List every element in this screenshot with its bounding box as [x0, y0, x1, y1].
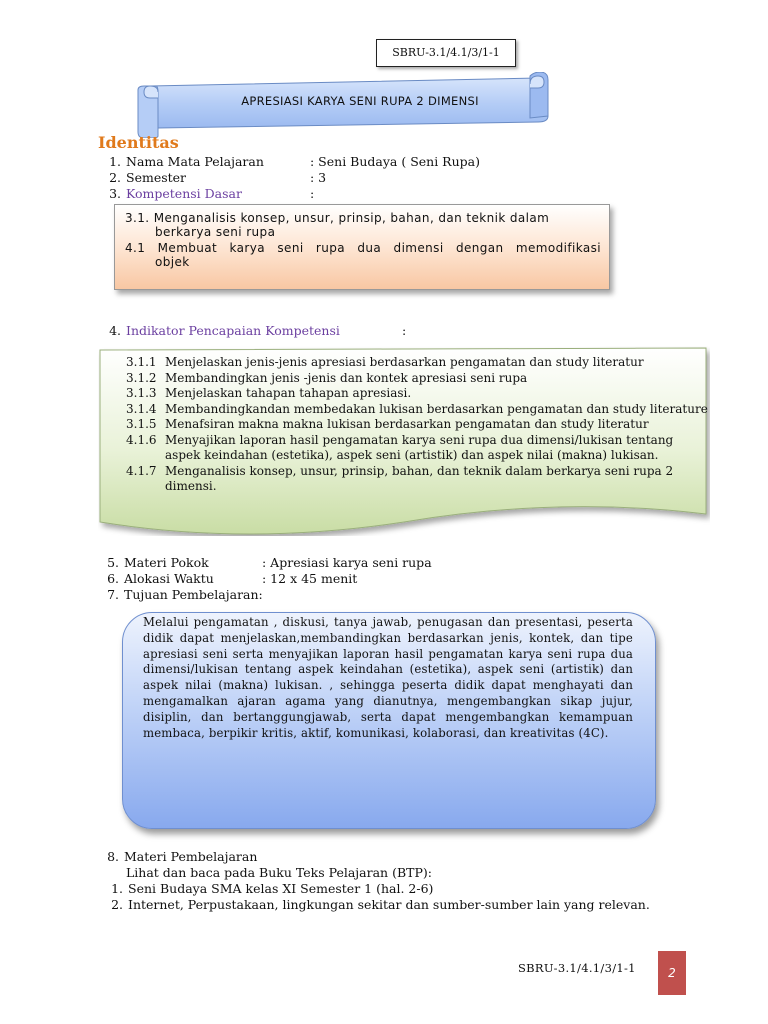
identitas-item: [106, 170, 480, 186]
indikator-code: 3.1.4: [126, 401, 157, 416]
materi-label: Materi Pembelajaran: [124, 849, 258, 864]
identitas-item-value: : 3: [310, 170, 327, 185]
detail-list: [104, 555, 432, 603]
kompetensi-dasar-text: 4.1 Membuat karya seni rupa dua dimensi dengan memodifikasi: [125, 241, 601, 255]
indikator-text: Menjelaskan jenis-jenis apresiasi berdasarkan pengamatan dan study literatur: [165, 355, 644, 369]
document-code-box: SBRU-3.1/4.1/3/1-1: [376, 39, 516, 67]
materi-item-text: Seni Budaya SMA kelas XI Semester 1 (hal. 2-6): [128, 881, 434, 896]
materi-section: [104, 849, 650, 913]
detail-item-label: Materi Pokok: [124, 555, 209, 570]
indikator-text: Menyajikan laporan hasil pengamatan karya seni rupa dua dimensi/lukisan tentang aspek keindahan (estetika), aspek seni (artistik) dan aspek nilai (makna) lukisan.: [165, 432, 674, 462]
indikator-item: [126, 433, 711, 464]
kompetensi-dasar-item: [125, 241, 601, 269]
indikator-text: Membandingkandan membedakan lukisan berdasarkan pengamatan dan study literature: [165, 401, 708, 416]
indikator-heading: [106, 323, 406, 339]
indikator-text: Menganalisis konsep, unsur, prinsip, bahan, dan teknik dalam berkarya seni rupa 2 dimensi.: [165, 463, 674, 493]
indikator-text: Membandingkan jenis -jenis dan kontek apresiasi seni rupa: [165, 370, 528, 385]
indikator-item: [126, 402, 711, 418]
materi-intro: Lihat dan baca pada Buku Teks Pelajaran (BTP):: [126, 865, 432, 880]
materi-item: [104, 897, 650, 913]
tujuan-text: Melalui pengamatan , diskusi, tanya jawab, penugasan dan presentasi, peserta didik dapat menjelaskan,membandingkan berdasarkan jenis, kontek, dan tipe apresiasi seni serta menyajikan laporan hasil pengamatan karya seni rupa dua dimensi/lukisan tentang aspek keindahan (estetika), aspek seni (artistik) dan aspek nilai (makna) lukisan. , sehingga peserta didik dapat menghayati dan mengamalkan ajaran agama yang dianutnya, mengembangkan sikap jujur, disiplin, dan bertanggungjawab, serta dapat mengembangkan kemampuan membaca, berpikir kritis, aktif, komunikasi, kolaborasi, dan kreativitas (4C).: [143, 615, 633, 740]
indikator-label: Indikator Pencapaian Kompetensi: [126, 323, 340, 338]
page-number-badge: 2: [658, 951, 686, 995]
detail-item-number: 5.: [107, 555, 119, 570]
kompetensi-dasar-continuation: objek: [155, 255, 190, 269]
indikator-item: [126, 417, 711, 433]
detail-item-number: 7.: [107, 587, 119, 602]
identitas-item: [106, 154, 480, 170]
indikator-number: 4.: [109, 323, 121, 338]
materi-number: 8.: [107, 849, 119, 864]
identitas-item-label: Semester: [126, 170, 187, 185]
identitas-item-value: :: [310, 186, 315, 201]
identitas-item-value: : Seni Budaya ( Seni Rupa): [310, 154, 480, 169]
footer-code: SBRU-3.1/4.1/3/1-1: [518, 961, 636, 975]
indikator-code: 3.1.2: [126, 370, 157, 385]
identitas-item-label: Kompetensi Dasar: [126, 186, 242, 201]
detail-item-label: Alokasi Waktu: [124, 571, 214, 586]
indikator-item: [126, 386, 711, 402]
indikator-code: 3.1.5: [126, 417, 157, 431]
detail-item-label: Tujuan Pembelajaran:: [124, 587, 263, 602]
materi-item-number: 1.: [111, 881, 123, 896]
materi-item: [104, 881, 650, 897]
indikator-text: Menjelaskan tahapan tahapan apresiasi.: [165, 386, 412, 400]
detail-item-value: : 12 x 45 menit: [262, 571, 358, 586]
indikator-item: [126, 371, 711, 387]
indikator-text: Menafsiran makna makna lukisan berdasarkan pengamatan dan study literatur: [165, 417, 649, 431]
materi-item-text: Internet, Perpustakaan, lingkungan sekitar dan sumber-sumber lain yang relevan.: [128, 897, 650, 912]
identitas-item: [106, 186, 480, 202]
indikator-item: [126, 464, 711, 495]
kompetensi-dasar-item: [125, 211, 601, 239]
banner-title: APRESIASI KARYA SENI RUPA 2 DIMENSI: [241, 94, 479, 108]
kompetensi-dasar-box: [114, 204, 610, 290]
kompetensi-dasar-continuation: berkarya seni rupa: [155, 225, 276, 239]
detail-item-value: : Apresiasi karya seni rupa: [262, 555, 432, 570]
indikator-code: 3.1.3: [126, 386, 157, 400]
identitas-item-number: 1.: [109, 154, 121, 169]
identitas-heading: Identitas: [98, 133, 179, 152]
indikator-colon: :: [402, 323, 407, 338]
materi-heading: [104, 849, 650, 865]
identitas-item-label: Nama Mata Pelajaran: [126, 154, 264, 169]
kompetensi-dasar-text: 3.1. Menganalisis konsep, unsur, prinsip, bahan, dan teknik dalam: [125, 211, 550, 225]
detail-item-number: 6.: [107, 571, 119, 586]
indikator-code: 3.1.1: [126, 355, 157, 369]
indikator-code: 4.1.7: [126, 463, 157, 478]
detail-item: [104, 555, 432, 571]
detail-item: [104, 571, 432, 587]
indikator-list: [126, 355, 711, 495]
materi-item-number: 2.: [111, 897, 123, 912]
identitas-list: [106, 154, 480, 202]
identitas-item-number: 2.: [109, 170, 121, 185]
indikator-code: 4.1.6: [126, 432, 157, 447]
indikator-item: [126, 355, 711, 371]
identitas-item-number: 3.: [109, 186, 121, 201]
detail-item: [104, 587, 432, 603]
